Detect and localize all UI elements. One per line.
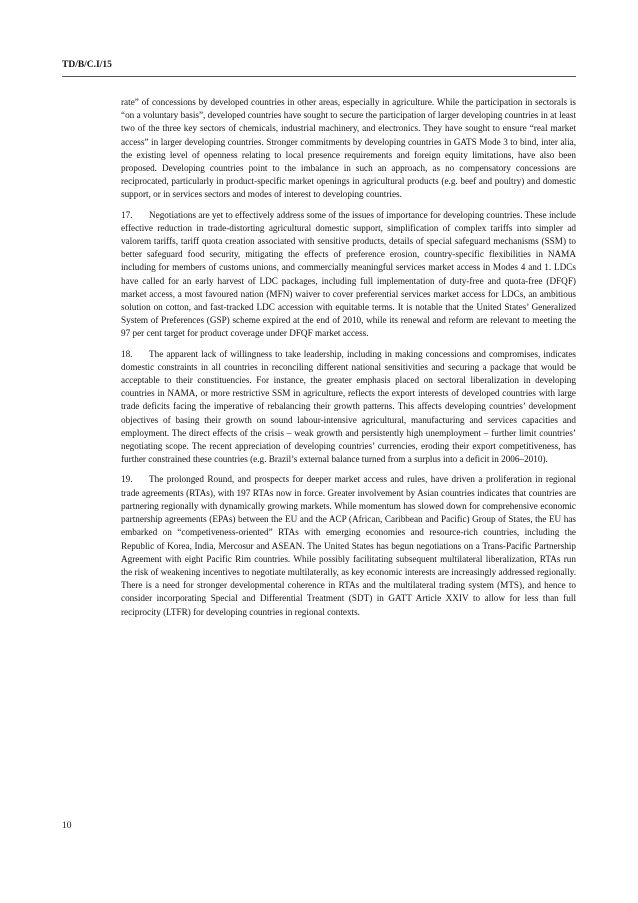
paragraph-text: Negotiations are yet to effectively address some of the issues of importance for developing countries. These include effective reduction in trade-distorting agricultural domestic support, simplification of complex tariffs into simpler ad valorem tariffs, tariff quota creation associated with sensitive products, details of special safeguard mechanisms (SSM) to better safeguard food security, mitigating the effects of preference erosion, country-specific flexibilities in NAMA including for members of customs unions, and commercially meaningful services market access in Modes 4 and 1. LDCs have called for an early harvest of LDC packages, including full implementation of duty-free and quota-free (DFQF) market access, a most favoured nation (MFN) waiver to cover preferential services market access for LDCs, an ambitious solution on cotton, and fast-tracked LDC accession with equitable terms. It is notable that the United States’ Generalized System of Preferences (GSP) scheme expired at the end of 2010, while its renewal and reform are relevant to meeting the 97 per cent target for product coverage under DFQF market access. bbox=[121, 209, 576, 339]
paragraph-18 bbox=[121, 348, 576, 467]
paragraph-number: 18. bbox=[121, 348, 133, 359]
header-rule bbox=[62, 76, 576, 77]
page-number: 10 bbox=[62, 821, 72, 831]
paragraph-number: 17. bbox=[121, 209, 133, 220]
paragraph-text: The apparent lack of willingness to take leadership, including in making concessions and compromises, indicates domestic constraints in all countries in reconciling different national sensitivities and securing a package that would be acceptable to their constituencies. For instance, the greater emphasis placed on sectoral liberalization in developing countries in NAMA, or more restrictive SSM in agriculture, reflects the export interests of developed countries with large trade deficits facing the imperative of rebalancing their growth patterns. This affects developing countries’ development objectives of basing their growth on sound labour-intensive agricultural, manufacturing and services capacities and employment. The direct effects of the crisis – weak growth and persistently high unemployment – further limit countries’ negotiating scope. The recent appreciation of developing countries’ currencies, eroding their export competitiveness, has further constrained these countries (e.g. Brazil’s external balance turned from a surplus into a deficit in 2006–2010). bbox=[121, 348, 576, 465]
paragraph-17 bbox=[121, 209, 576, 341]
paragraph-continuation bbox=[121, 96, 576, 202]
body-text bbox=[121, 96, 576, 626]
paragraph-text: rate” of concessions by developed countries in other areas, especially in agriculture. While the participation in sectorals is “on a voluntary basis”, developed countries have sought to secure the participation of larger developing countries in at least two of the three key sectors of chemicals, industrial machinery, and electronics. They have sought to ensure “real market access” in larger developing countries. Stronger commitments by developing countries in GATS Mode 3 to bind, inter alia, the existing level of openness relating to local presence requirements and foreign equity limitations, have also been proposed. Developing countries point to the imbalance in such an approach, as no compensatory concessions are reciprocated, particularly in product-specific market openings in agricultural products (e.g. beef and poultry) and domestic support, or in services sectors and modes of interest to developing countries. bbox=[121, 97, 576, 200]
paragraph-number: 19. bbox=[121, 474, 133, 485]
paragraph-text: The prolonged Round, and prospects for deeper market access and rules, have driven a proliferation in regional trade agreements (RTAs), with 197 RTAs now in force. Greater involvement by Asian countries indicates that countries are partnering regionally with dynamically growing markets. While momentum has slowed down for comprehensive economic partnership agreements (EPAs) between the EU and the ACP (African, Caribbean and Pacific) Group of States, the EU has embarked on “competiveness-oriented” RTAs with emerging economies and resource-rich countries, including the Republic of Korea, India, Mercosur and ASEAN. The United States has begun negotiations on a Trans-Pacific Partnership Agreement with eight Pacific Rim countries. While possibly facilitating subsequent multilateral liberalization, RTAs run the risk of weakening incentives to negotiate multilaterally, as key economic interests are increasingly addressed regionally. There is a need for stronger developmental coherence in RTAs and the multilateral trading system (MTS), and hence to consider incorporating Special and Differential Treatment (SDT) in GATT Article XXIV to allow for less than full reciprocity (LTFR) for developing countries in regional contexts. bbox=[121, 474, 576, 617]
paragraph-19 bbox=[121, 473, 576, 618]
document-symbol: TD/B/C.I/15 bbox=[62, 60, 112, 70]
